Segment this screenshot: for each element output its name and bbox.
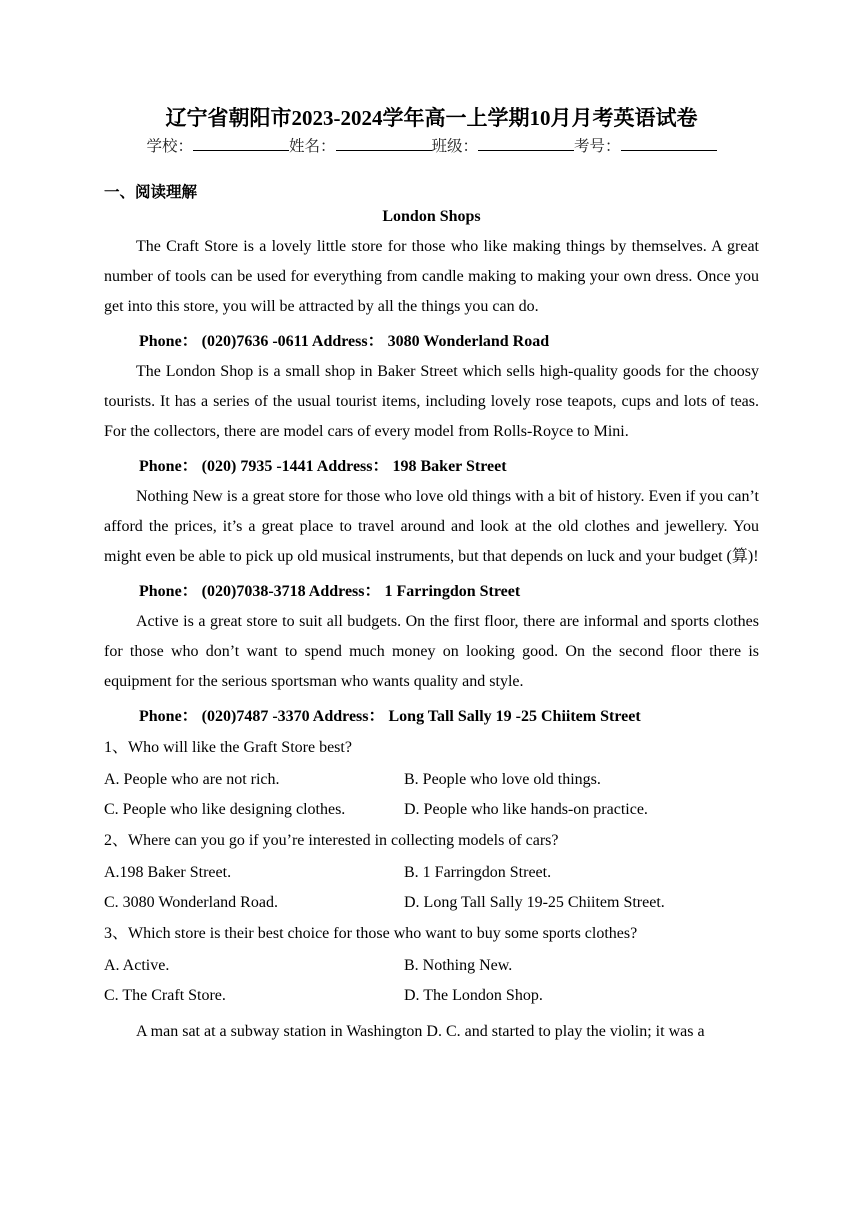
question-stem: 3、Which store is their best choice for those who want to buy some sports clothes? [104, 925, 638, 942]
name-blank [336, 136, 432, 151]
option-b: B. 1 Farringdon Street. [404, 864, 552, 881]
store-contact: Phone： (020)7487 -3370 Address： Long Tall Sally 19 -25 Chiitem Street [139, 708, 641, 725]
section-heading: 一、阅读理解 [104, 184, 198, 201]
option-d: D. The London Shop. [404, 987, 543, 1004]
option-a: A. Active. [104, 957, 170, 974]
option-d: D. Long Tall Sally 19-25 Chiitem Street. [404, 894, 665, 911]
question-stem: 1、Who will like the Graft Store best? [104, 739, 352, 756]
option-c: C. People who like designing clothes. [104, 801, 346, 818]
store-paragraph: Nothing New is a great store for those who love old things with a bit of history. Even if you can’t afford the prices, it’s a great place to travel around and look at the old clothes and jewellery. You might even be able to pick up old musical instruments, but that depends on luck and your budget (算)! [104, 488, 759, 565]
passage-title: London Shops [382, 208, 481, 225]
store-contact: Phone： (020) 7935 -1441 Address： 198 Baker Street [139, 458, 507, 475]
exam-number-label: 考号： [574, 138, 621, 155]
option-c: C. The Craft Store. [104, 987, 226, 1004]
option-a: A.198 Baker Street. [104, 864, 232, 881]
store-paragraph: The London Shop is a small shop in Baker Street which sells high-quality goods for the choosy tourists. It has a series of the usual tourist items, including lovely rose teapots, cups and lots of teas. For the collectors, there are model cars of every model from Rolls-Royce to Mini. [104, 363, 759, 440]
class-blank [478, 136, 574, 151]
student-info-line [104, 136, 759, 157]
option-c: C. 3080 Wonderland Road. [104, 894, 278, 911]
class-label: 班级： [431, 138, 479, 155]
exam-number-blank [621, 136, 717, 151]
option-b: B. Nothing New. [404, 957, 513, 974]
question-options [104, 956, 759, 1006]
school-label: 学校： [146, 138, 193, 155]
next-passage-paragraph: A man sat at a subway station in Washington D. C. and started to play the violin; it was a [136, 1023, 705, 1040]
question-options [104, 770, 759, 820]
store-paragraph: Active is a great store to suit all budgets. On the first floor, there are informal and sports clothes for those who don’t want to spend much money on looking good. On the second floor there is equipment for the serious sportsman who wants quality and style. [104, 613, 759, 690]
exam-title: 辽宁省朝阳市2023-2024学年高一上学期10月月考英语试卷 [165, 106, 698, 130]
store-contact: Phone： (020)7038-3718 Address： 1 Farringdon Street [139, 583, 521, 600]
store-paragraph: The Craft Store is a lovely little store for those who like making things by themselves. A great number of tools can be used for everything from candle making to making your own dress. Once you get into this store, you will be attracted by all the things you can do. [104, 238, 759, 315]
question-options [104, 863, 759, 913]
option-b: B. People who love old things. [404, 771, 601, 788]
name-label: 姓名： [288, 138, 336, 155]
option-a: A. People who are not rich. [104, 771, 280, 788]
option-d: D. People who like hands-on practice. [404, 801, 648, 818]
question-stem: 2、Where can you go if you’re interested in collecting models of cars? [104, 832, 559, 849]
school-blank [193, 136, 289, 151]
exam-page [104, 100, 759, 1047]
store-contact: Phone： (020)7636 -0611 Address： 3080 Wonderland Road [139, 333, 550, 350]
